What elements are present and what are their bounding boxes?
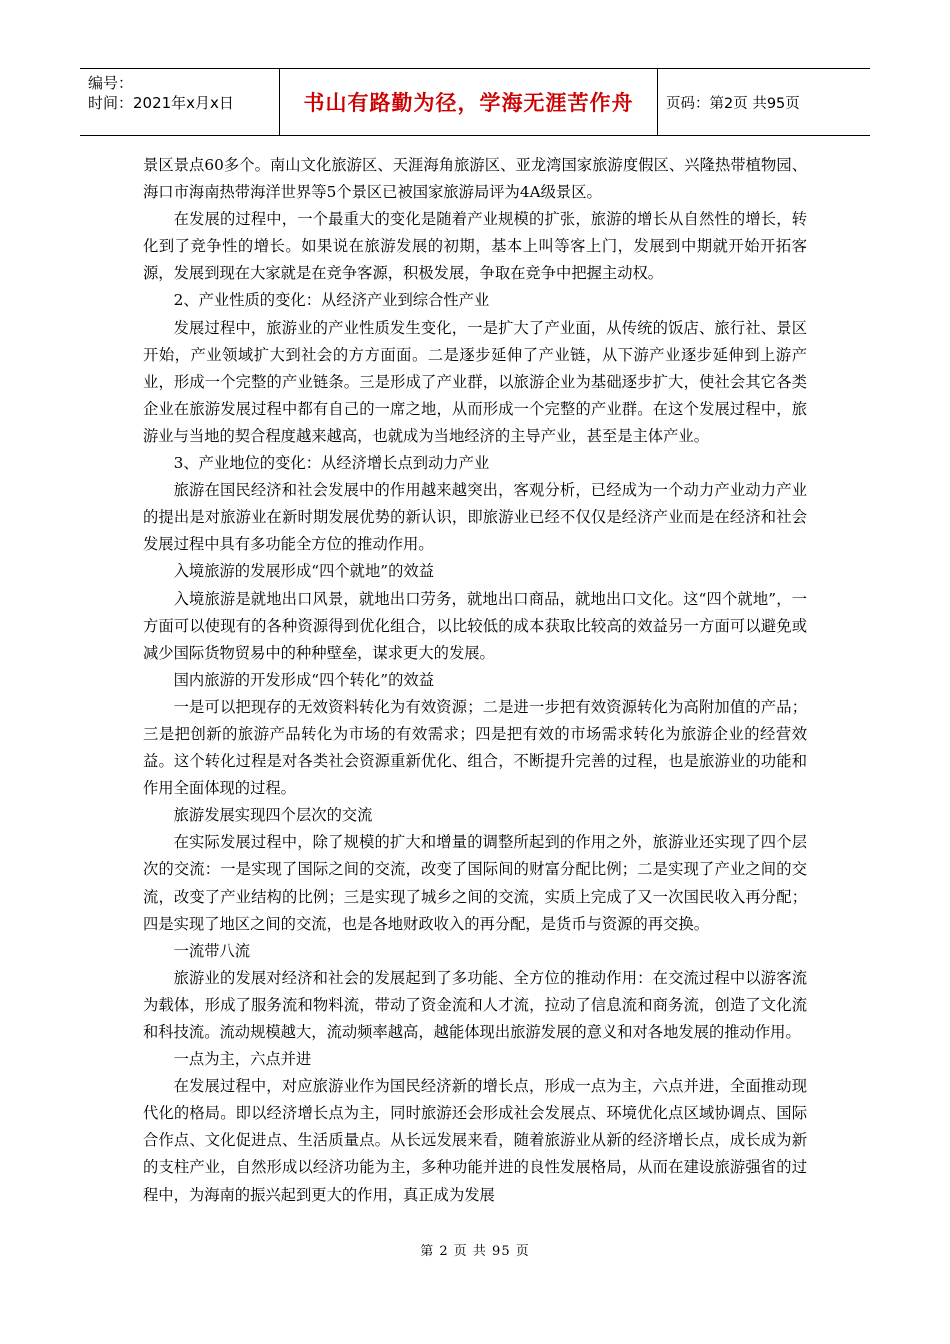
paragraph: 旅游业的发展对经济和社会的发展起到了多功能、全方位的推动作用：在交流过程中以游客流为载体，形成了服务流和物料流，带动了资金流和人才流，拉动了信息流和商务流，创造了文化流和科技流。流动规模越大，流动频率越高，越能体现出旅游发展的意义和对各地发展的推动作用。	[143, 968, 807, 1041]
section-heading: 入境旅游的发展形成“四个就地”的效益	[173, 562, 434, 581]
header-page-code: 页码：第2页 共95页	[666, 95, 800, 112]
section-heading: 国内旅游的开发形成“四个转化”的效益	[173, 670, 434, 689]
section-heading: 一点为主，六点并进	[173, 1050, 312, 1069]
header-motto: 书山有路勤为径，学海无涯苦作舟	[280, 69, 658, 135]
document-number-label: 编号：	[88, 74, 134, 92]
section-heading: 旅游发展实现四个层次的交流	[173, 806, 373, 825]
paragraph: 在实际发展过程中，除了规模的扩大和增量的调整所起到的作用之外，旅游业还实现了四个层次的交流：一是实现了国际之间的交流，改变了国际间的财富分配比例；二是实现了产业之间的交流，改变了产业结构的比例；三是实现了城乡之间的交流，实质上完成了又一次国民收入再分配；四是实现了地区之间的交流，也是各地财政收入的再分配，是货币与资源的再交换。	[143, 833, 807, 933]
paragraph-continued: 景区景点60多个。南山文化旅游区、天涯海角旅游区、亚龙湾国家旅游度假区、兴隆热带植物园、海口市海南热带海洋世界等5个景区已被国家旅游局评为4A级景区。	[143, 156, 807, 202]
paragraph: 在发展过程中，对应旅游业作为国民经济新的增长点，形成一点为主，六点并进，全面推动现代化的格局。即以经济增长点为主，同时旅游还会形成社会发展点、环境优化点区域协调点、国际合作点、文化促进点、生活质量点。从长远发展来看，随着旅游业从新的经济增长点，成长成为新的支柱产业，自然形成以经济功能为主，多种功能并进的良性发展格局，从而在建设旅游强省的过程中，为海南的振兴起到更大的作用，真正成为发展	[143, 1077, 807, 1204]
section-heading: 2、产业性质的变化：从经济产业到综合性产业	[173, 291, 490, 310]
section-heading: 3、产业地位的变化：从经济增长点到动力产业	[173, 454, 490, 473]
document-body	[143, 152, 807, 1209]
header-meta	[80, 69, 280, 135]
document-time-label: 时间：2021年x月x日	[88, 94, 234, 112]
section-heading: 一流带八流	[173, 941, 251, 960]
paragraph: 旅游在国民经济和社会发展中的作用越来越突出，客观分析，已经成为一个动力产业动力产业的提出是对旅游业在新时期发展优势的新认识，即旅游业已经不仅仅是经济产业而是在经济和社会发展过程中具有多功能全方位的推动作用。	[143, 481, 807, 554]
paragraph: 发展过程中，旅游业的产业性质发生变化，一是扩大了产业面，从传统的饭店、旅行社、景区开始，产业领域扩大到社会的方方面面。二是逐步延伸了产业链，从下游产业逐步延伸到上游产业，形成一个完整的产业链条。三是形成了产业群，以旅游企业为基础逐步扩大，使社会其它各类企业在旅游发展过程中都有自己的一席之地，从而形成一个完整的产业群。在这个发展过程中，旅游业与当地的契合程度越来越高，也就成为当地经济的主导产业，甚至是主体产业。	[143, 318, 807, 445]
paragraph: 一是可以把现存的无效资料转化为有效资源；二是进一步把有效资源转化为高附加值的产品；三是把创新的旅游产品转化为市场的有效需求；四是把有效的市场需求转化为旅游企业的经营效益。这个转化过程是对各类社会资源重新优化、组合，不断提升完善的过程，也是旅游业的功能和作用全面体现的过程。	[143, 697, 807, 798]
page-header	[80, 68, 870, 136]
page-footer: 第 2 页 共 95 页	[420, 1244, 530, 1259]
paragraph: 在发展的过程中，一个最重大的变化是随着产业规模的扩张，旅游的增长从自然性的增长，转化到了竞争性的增长。如果说在旅游发展的初期，基本上叫等客上门，发展到中期就开始开拓客源，发展到现在大家就是在竞争客源，积极发展，争取在竞争中把握主动权。	[143, 210, 807, 283]
paragraph: 入境旅游是就地出口风景，就地出口劳务，就地出口商品，就地出口文化。这“四个就地”，一方面可以使现有的各种资源得到优化组合，以比较低的成本获取比较高的效益另一方面可以避免或减少国际货物贸易中的种种壁垒，谋求更大的发展。	[143, 589, 807, 662]
